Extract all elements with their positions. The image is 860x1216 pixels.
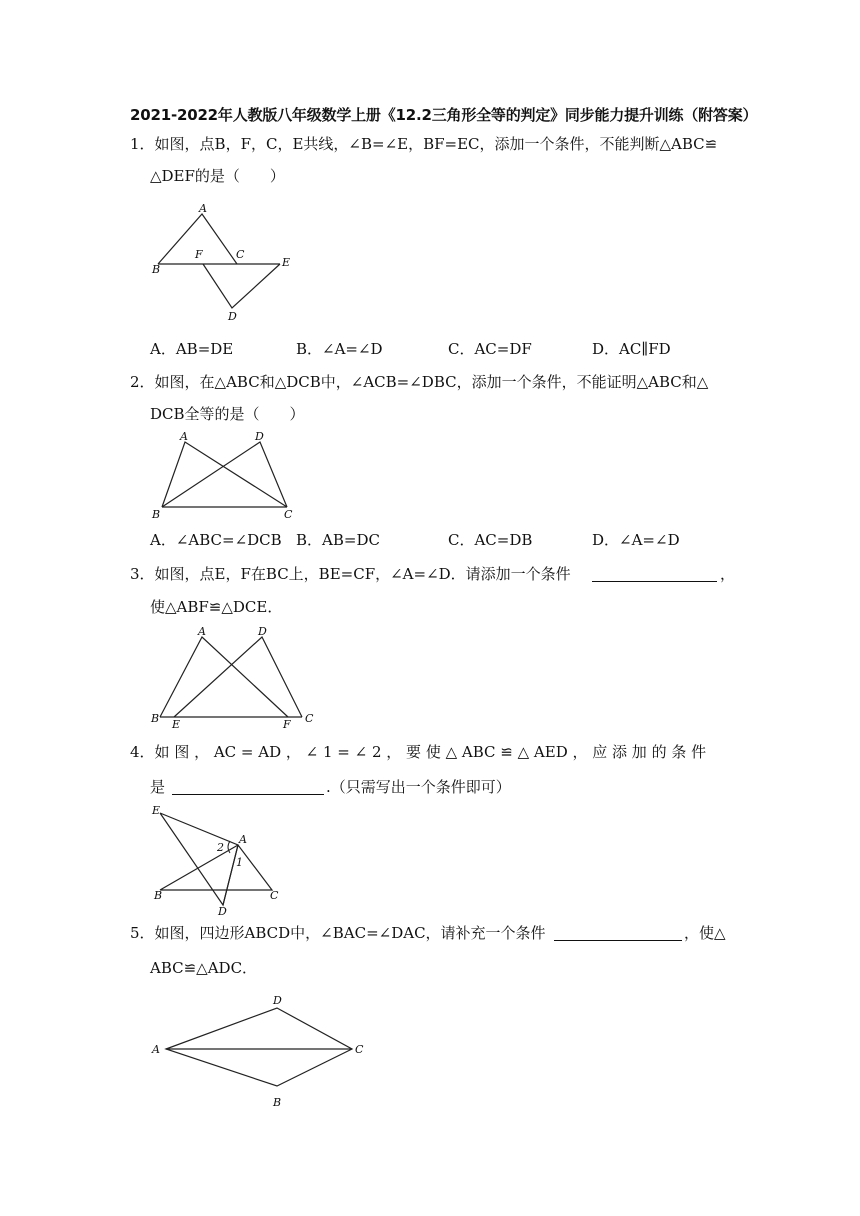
q3-label-e: E bbox=[172, 718, 181, 731]
q1-label-b: B bbox=[152, 263, 161, 276]
question-5-answer-blank[interactable] bbox=[554, 924, 682, 941]
q4-label-e: E bbox=[152, 804, 161, 817]
q4-triangle-abc bbox=[160, 845, 272, 890]
page-title: 2021-2022年人教版八年级数学上册《12.2三角形全等的判定》同步能力提升训练（附答案） bbox=[130, 106, 758, 124]
q5-label-b: B bbox=[273, 1096, 282, 1109]
question-2-options bbox=[150, 529, 750, 549]
q4-label-d: D bbox=[218, 905, 227, 918]
q3-triangle-abf bbox=[160, 637, 288, 717]
q4-label-1: 1 bbox=[236, 856, 243, 869]
q2-option-d[interactable]: D．∠A=∠D bbox=[592, 531, 680, 549]
question-2-text: 如图，在△ABC和△DCB中，∠ACB=∠DBC，添加一个条件，不能证明△ABC和△ bbox=[154, 373, 709, 391]
q2-label-c: C bbox=[284, 508, 293, 521]
q1-label-c: C bbox=[236, 248, 245, 261]
q1-label-d: D bbox=[228, 310, 237, 323]
question-5-figure bbox=[150, 990, 380, 1115]
q3-label-a: A bbox=[198, 625, 206, 638]
question-1-options bbox=[150, 338, 750, 358]
q1-option-d[interactable]: D．AC∥FD bbox=[592, 340, 671, 358]
q4-label-b: B bbox=[154, 889, 163, 902]
q2-label-d: D bbox=[255, 430, 264, 443]
question-4-number: 4． bbox=[130, 743, 155, 761]
question-3-number: 3． bbox=[130, 565, 155, 583]
q2-triangle-abc bbox=[162, 442, 287, 507]
q1-label-e: E bbox=[282, 256, 291, 269]
question-1-text: 如图，点B，F，C，E共线，∠B=∠E，BF=EC，添加一个条件，不能判断△ABC≌ bbox=[154, 135, 718, 153]
q4-line-ad bbox=[223, 845, 238, 905]
question-5-number: 5． bbox=[130, 924, 155, 942]
question-4-text: 如 图 ， AC = AD ， ∠ 1 = ∠ 2 ， 要 使 △ ABC ≌ △ AED ， 应 添 加 的 条 件 bbox=[154, 743, 707, 761]
q1-option-c[interactable]: C．AC=DF bbox=[448, 340, 532, 358]
q2-option-c[interactable]: C．AC=DB bbox=[448, 531, 533, 549]
q2-option-a[interactable]: A．∠ABC=∠DCB bbox=[150, 531, 282, 549]
question-5-line-2: ABC≌△ADC． bbox=[150, 959, 258, 977]
q1-option-b[interactable]: B．∠A=∠D bbox=[296, 340, 383, 358]
q4-label-c: C bbox=[270, 889, 279, 902]
q1-label-f: F bbox=[195, 248, 203, 261]
question-1-figure bbox=[150, 200, 300, 325]
q5-label-a: A bbox=[152, 1043, 160, 1056]
question-1-line-1 bbox=[130, 134, 717, 154]
question-2-line-1 bbox=[130, 372, 708, 392]
question-2-number: 2． bbox=[130, 373, 155, 391]
question-3-line-2: 使△ABF≌△DCE． bbox=[150, 598, 283, 616]
question-3-text: 如图，点E，F在BC上，BE=CF，∠A=∠D．请添加一个条件 bbox=[154, 565, 571, 583]
q2-option-b[interactable]: B．AB=DC bbox=[296, 531, 380, 549]
q1-option-a[interactable]: A．AB=DE bbox=[150, 340, 234, 358]
question-3-line-1 bbox=[130, 564, 571, 584]
question-5-line-1-end: ，使△ bbox=[684, 924, 726, 942]
q3-label-d: D bbox=[258, 625, 267, 638]
question-4-answer-blank[interactable] bbox=[172, 778, 324, 795]
q1-triangle-def bbox=[203, 264, 280, 308]
q2-label-a: A bbox=[180, 430, 188, 443]
question-2-figure bbox=[150, 430, 300, 525]
q2-triangle-dcb bbox=[162, 442, 287, 507]
q3-label-f: F bbox=[283, 718, 291, 731]
question-4-line-2-start: 是 bbox=[150, 778, 166, 796]
q4-label-2: 2 bbox=[217, 841, 224, 854]
q3-label-c: C bbox=[305, 712, 314, 725]
question-5-text: 如图，四边形ABCD中，∠BAC=∠DAC，请补充一个条件 bbox=[154, 924, 546, 942]
question-1-number: 1． bbox=[130, 135, 155, 153]
question-4-line-1 bbox=[130, 742, 706, 762]
question-3-line-1-end: ， bbox=[720, 565, 736, 583]
question-1-line-2: △DEF的是（ ） bbox=[150, 167, 285, 185]
q2-label-b: B bbox=[152, 508, 161, 521]
q3-label-b: B bbox=[151, 712, 160, 725]
q1-label-a: A bbox=[199, 202, 207, 215]
q5-label-d: D bbox=[273, 994, 282, 1007]
question-3-answer-blank[interactable] bbox=[592, 565, 717, 582]
q3-triangle-dce bbox=[174, 637, 302, 717]
q4-label-a: A bbox=[239, 833, 247, 846]
q5-quadrilateral-abcd bbox=[166, 1008, 352, 1086]
question-4-figure bbox=[150, 804, 290, 918]
question-5-line-1 bbox=[130, 923, 546, 943]
question-3-figure bbox=[150, 625, 320, 731]
question-2-line-2: DCB全等的是（ ） bbox=[150, 405, 305, 423]
q5-label-c: C bbox=[355, 1043, 364, 1056]
question-4-line-2-end: .（只需写出一个条件即可） bbox=[326, 778, 511, 796]
